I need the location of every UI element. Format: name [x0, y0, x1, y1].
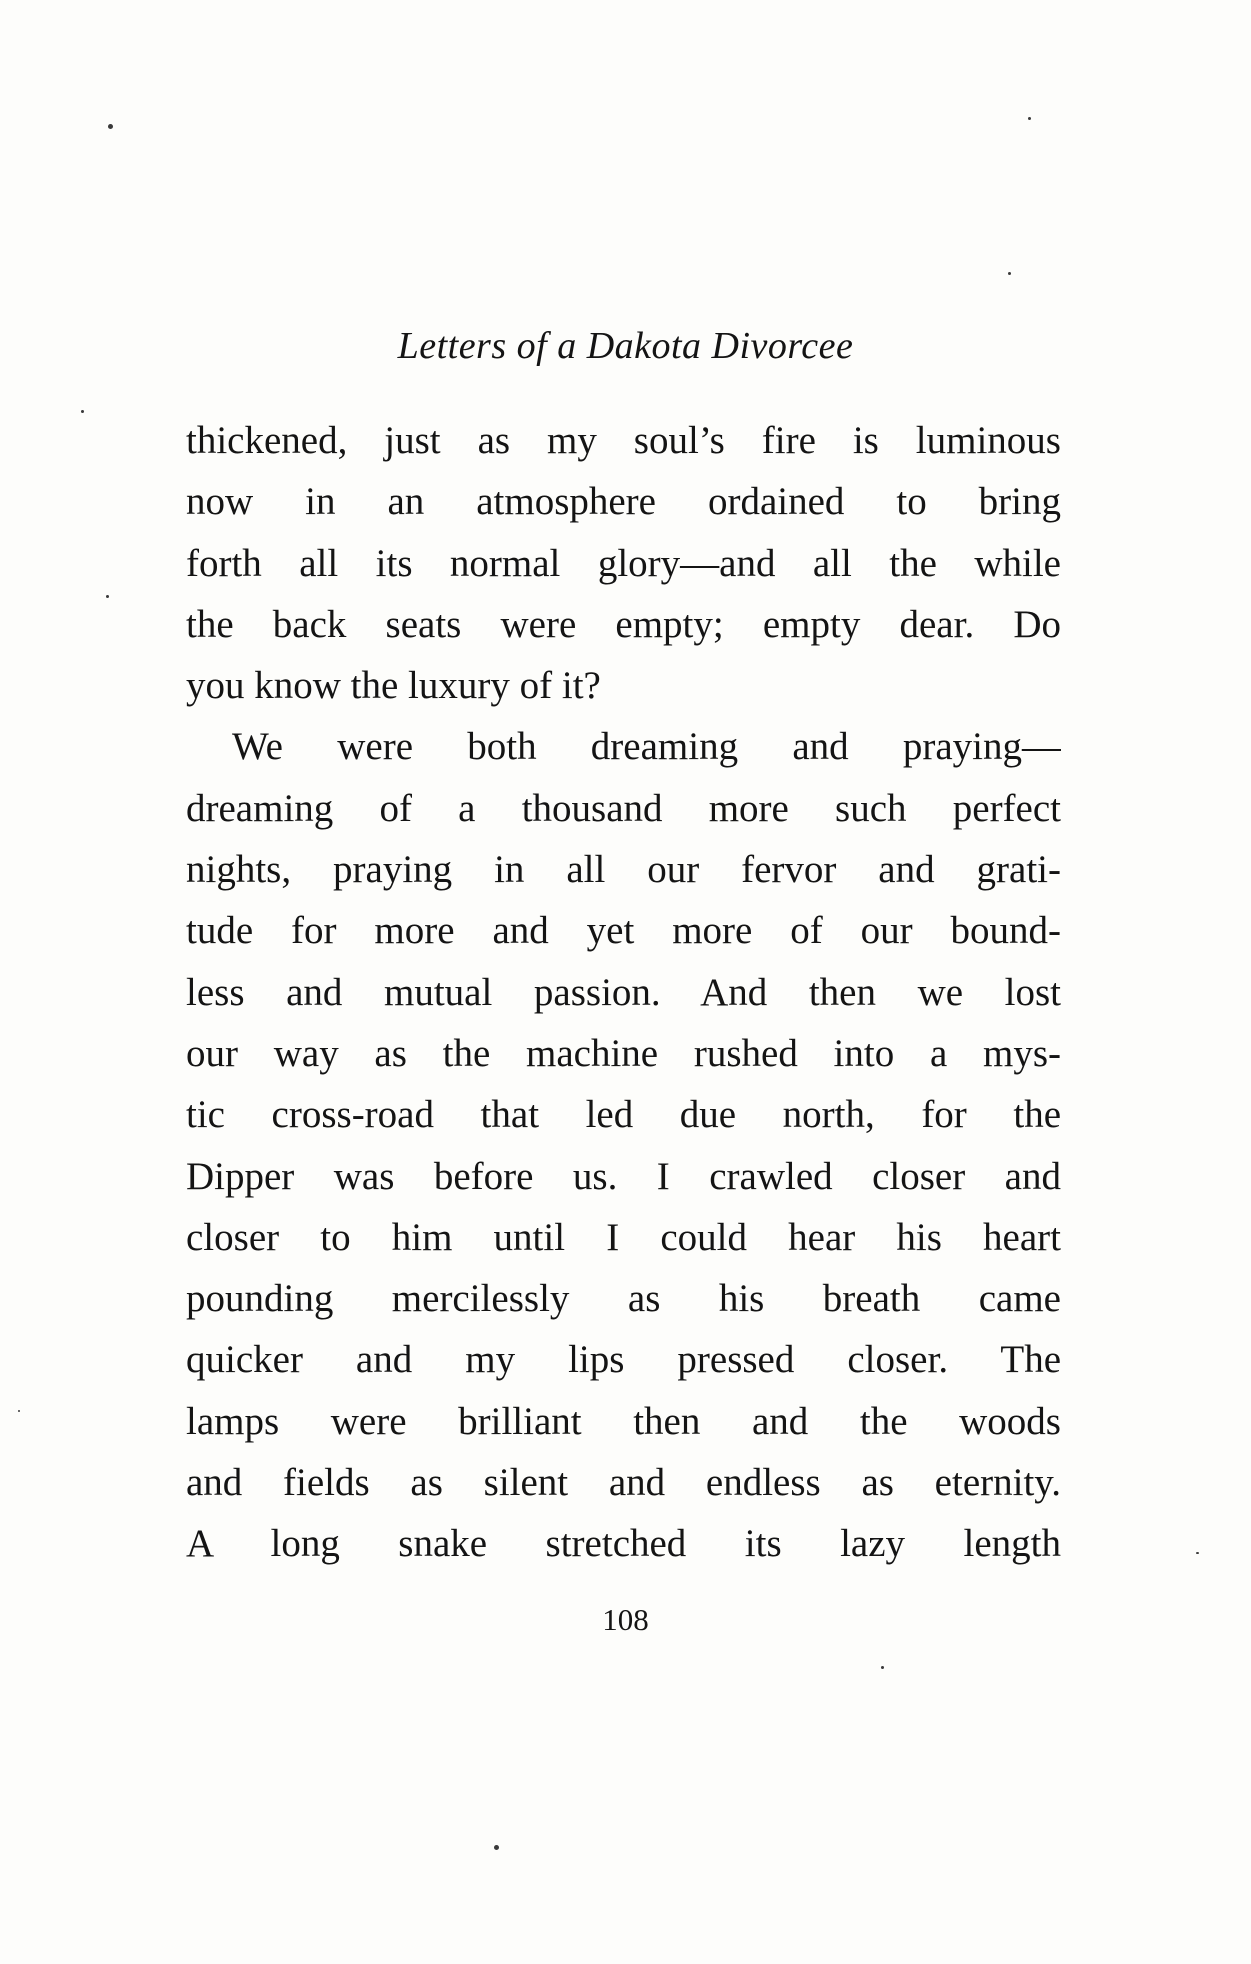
text-line: lamps were brilliant then and the woods [186, 1399, 1061, 1443]
text-line: forth all its normal glory—and all the while [186, 541, 1061, 585]
running-head: Letters of a Dakota Divorcee [397, 325, 854, 367]
text-line: tude for more and yet more of our bound- [186, 909, 1061, 953]
text-line: our way as the machine rushed into a mys- [186, 1031, 1061, 1075]
text-line: pounding mercilessly as his breath came [186, 1277, 1061, 1321]
text-line: quicker and my lips pressed closer. The [186, 1338, 1061, 1382]
text-line: Dipper was before us. I crawled closer and [186, 1154, 1061, 1198]
page-number: 108 [602, 1602, 649, 1637]
scan-speck [494, 1845, 499, 1850]
text-line: We were both dreaming and praying— [232, 725, 1061, 769]
text-line: the back seats were empty; empty dear. Do [186, 602, 1061, 646]
body-text [186, 410, 1061, 1575]
scan-speck [106, 595, 109, 598]
text-line: thickened, just as my soul’s fire is luminous [186, 419, 1061, 462]
text-line: you know the luxury of it? [186, 664, 601, 708]
text-line: A long snake stretched its lazy length [186, 1522, 1061, 1566]
text-line: tic cross-road that led due north, for the [186, 1093, 1061, 1137]
text-line: and fields as silent and endless as eternity. [186, 1461, 1061, 1505]
scan-speck [1008, 272, 1011, 275]
scan-speck [881, 1666, 884, 1669]
scan-speck [1196, 1552, 1199, 1554]
scan-speck [18, 1410, 20, 1412]
scan-speck [108, 124, 113, 129]
scan-speck [1028, 117, 1031, 120]
scan-speck [81, 410, 84, 413]
text-line: dreaming of a thousand more such perfect [186, 786, 1061, 830]
text-line: nights, praying in all our fervor and grati- [186, 848, 1061, 892]
text-line: less and mutual passion. And then we lost [186, 970, 1061, 1014]
text-line: now in an atmosphere ordained to bring [186, 480, 1061, 524]
text-line: closer to him until I could hear his heart [186, 1215, 1061, 1259]
